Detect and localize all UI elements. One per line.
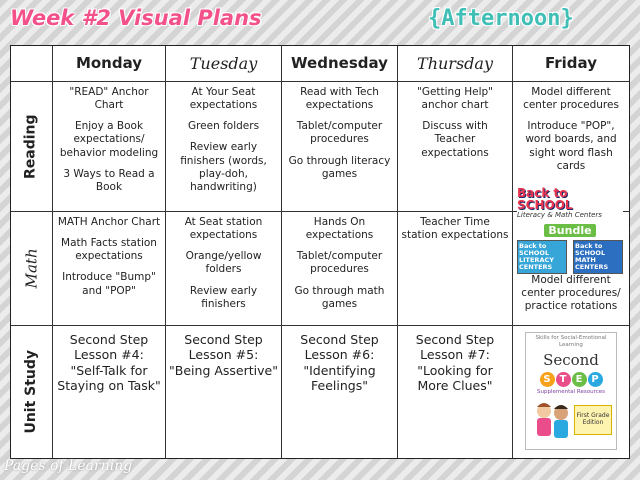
unit-study-monday: Second Step Lesson #4: "Self-Talk for Staying on Task" [53, 326, 166, 458]
letter-badge: P [588, 372, 603, 387]
list-item: Introduce "Bump" and "POP" [62, 271, 156, 297]
list-item: 3 Ways to Read a Book [63, 167, 155, 193]
day-header-tuesday: Tuesday [166, 46, 282, 82]
list-item: Model different center procedures/ practice rotations [521, 274, 621, 313]
day-header-wednesday: Wednesday [282, 46, 398, 82]
letter-badge: E [572, 372, 587, 387]
reading-wednesday [282, 82, 398, 212]
reading-thursday [398, 82, 513, 212]
math-monday [53, 212, 166, 326]
list-item: Math Facts station expectations [61, 237, 157, 263]
row-label-reading: Reading [11, 82, 53, 212]
cover-tagline: Skills for Social-Emotional Learning [535, 335, 607, 348]
list-item: Orange/yellow folders [185, 250, 262, 276]
row-label-math: Math [11, 212, 53, 326]
grade-badge: First Grade Edition [574, 405, 612, 435]
second-step-cover-image [525, 332, 617, 450]
kids-illustration-icon [532, 399, 572, 445]
list-item: Tablet/computer procedures [296, 250, 383, 276]
corner-cell [11, 46, 53, 82]
math-thursday [398, 212, 513, 326]
list-item: Read with Tech expectations [300, 86, 379, 112]
promo-title: Back to SCHOOL [517, 186, 573, 212]
unit-study-tuesday: Second Step Lesson #5: "Being Assertive" [166, 326, 282, 458]
promo-subtitle: Literacy & Math Centers [517, 211, 602, 219]
unit-study-friday [513, 326, 629, 458]
list-item: Green folders [187, 120, 260, 133]
day-header-friday: Friday [513, 46, 629, 82]
day-header-monday: Monday [53, 46, 166, 82]
page-subtitle: {Afternoon} [428, 6, 574, 31]
math-wednesday [282, 212, 398, 326]
list-item: Enjoy a Book expectations/ behavior modeling [59, 120, 159, 159]
promo-bundle-badge: Bundle [544, 224, 595, 237]
promo-covers [517, 240, 623, 274]
row-label-unit-study: Unit Study [11, 326, 53, 458]
list-item: Review early finishers (words, play-doh, handwriting) [180, 141, 267, 193]
list-item: Teacher Time station expectations [401, 216, 509, 242]
day-header-thursday: Thursday [398, 46, 513, 82]
cover-subtitle: Supplemental Resources [537, 388, 605, 395]
math-tuesday [166, 212, 282, 326]
letter-badge: S [540, 372, 555, 387]
list-item: Discuss with Teacher expectations [421, 120, 489, 159]
page-title: Week #2 Visual Plans [10, 6, 262, 30]
cover-title: Second [543, 350, 599, 369]
list-item: Go through literacy games [288, 154, 391, 180]
list-item: Hands On expectations [305, 216, 374, 242]
watermark-logo: Pages of Learning [4, 458, 133, 474]
literacy-centers-cover: Back to SCHOOL LITERACY CENTERS [517, 240, 567, 274]
list-item: Review early finishers [189, 284, 258, 310]
reading-tuesday [166, 82, 282, 212]
list-item: Go through math games [294, 284, 385, 310]
list-item: "READ" Anchor Chart [69, 86, 149, 112]
list-item: Model different center procedures [523, 86, 619, 112]
letter-badge: T [556, 372, 571, 387]
math-centers-cover: Back to SCHOOL MATH CENTERS [573, 240, 623, 274]
unit-study-thursday: Second Step Lesson #7: "Looking for More Clues" [398, 326, 513, 458]
list-item: Tablet/computer procedures [296, 120, 383, 146]
list-item: MATH Anchor Chart [57, 216, 161, 228]
cover-step-letters [526, 372, 616, 387]
list-item: At Seat station expectations [184, 216, 263, 242]
back-to-school-promo-image [517, 187, 623, 274]
reading-monday [53, 82, 166, 212]
list-item: "Getting Help" anchor chart [416, 86, 493, 112]
list-item: At Your Seat expectations [189, 86, 258, 112]
list-item: Introduce "POP", word boards, and sight word flash cards [525, 120, 617, 172]
unit-study-wednesday: Second Step Lesson #6: "Identifying Feelings" [282, 326, 398, 458]
